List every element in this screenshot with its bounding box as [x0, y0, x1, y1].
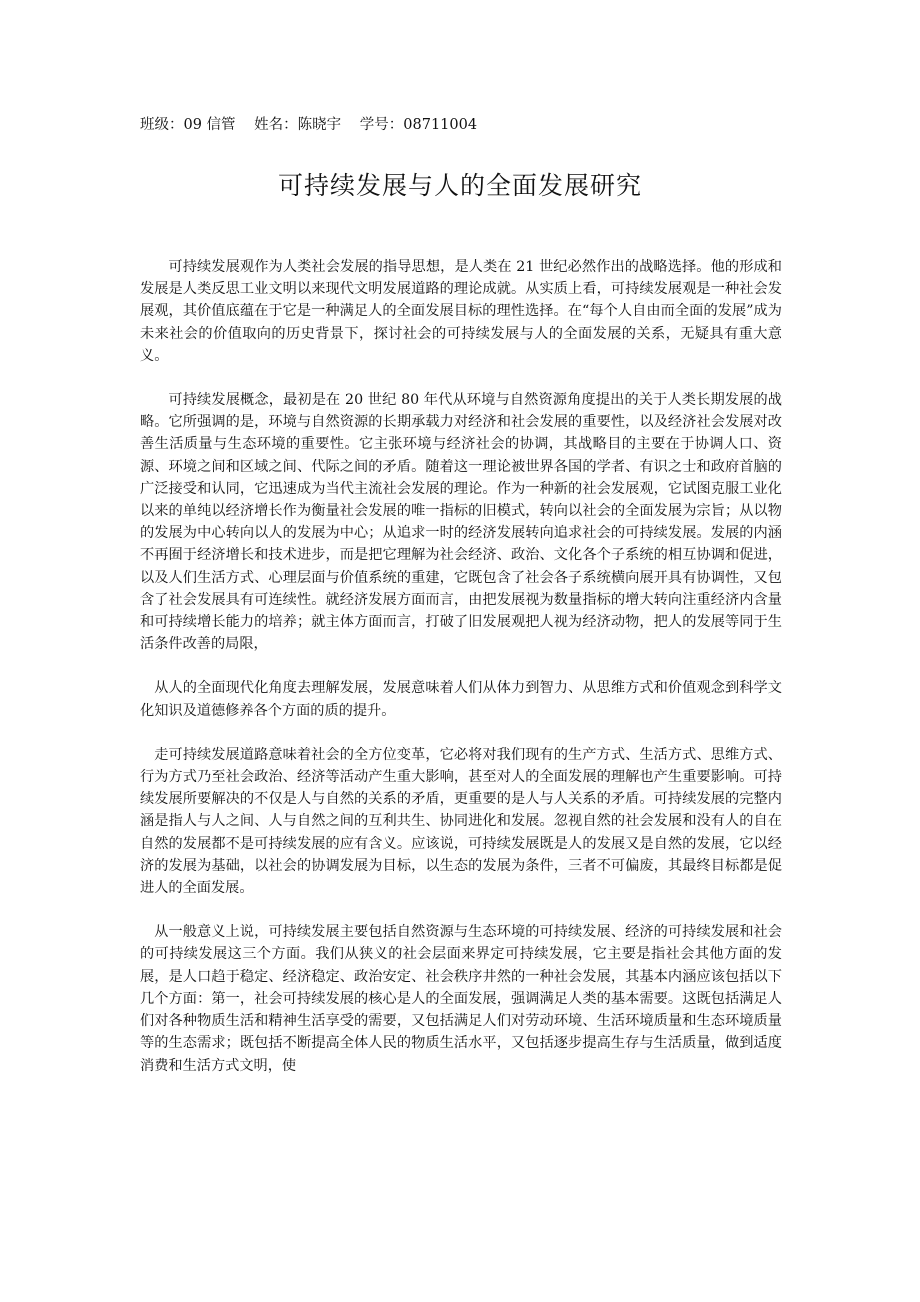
paragraph-3: 从人的全面现代化角度去理解发展，发展意味着人们从体力到智力、从思维方式和价值观念到科学文化知识及道德修养各个方面的质的提升。 [140, 680, 782, 719]
name-label: 姓名：陈晓宇 [254, 117, 342, 133]
paragraph-2: 可持续发展概念，最初是在 20 世纪 80 年代从环境与自然资源角度提出的关于人类长期发展的战略。它所强调的是，环境与自然资源的长期承载力对经济和社会发展的重要性，以及经济社会发展对改善生活质量与生态环境的重要性。它主张环境与经济社会的协调，其战略目的主要在于协调人口、资源、环境之间和区域之间、代际之间的矛盾。随着这一理论被世界各国的学者、有识之士和政府首脑的广泛接受和认同，它迅速成为当代主流社会发展的理论。作为一种新的社会发展观，它试图克服工业化以来的单纯以经济增长作为衡量社会发展的唯一指标的旧模式，转向以社会的全面发展为宗旨；从以物的发展为中心转向以人的发展为中心；从追求一时的经济发展转向追求社会的可持续发展。发展的内涵不再囿于经济增长和技术进步，而是把它理解为社会经济、政治、文化各个子系统的相互协调和促进，以及人们生活方式、心理层面与价值系统的重建，它既包含了社会各子系统横向展开具有协调性，又包含了社会发展具有可连续性。就经济发展方面而言，由把发展视为数量指标的增大转向注重经济内含量和可持续增长能力的培养；就主体方面而言，打破了旧发展观把人视为经济动物，把人的发展等同于生活条件改善的局限， [140, 392, 782, 653]
paragraph-4: 走可持续发展道路意味着社会的全方位变革，它必将对我们现有的生产方式、生活方式、思维方式、行为方式乃至社会政治、经济等活动产生重大影响，甚至对人的全面发展的理解也产生重要影响。可持续发展所要解决的不仅是人与自然的关系的矛盾，更重要的是人与人关系的矛盾。可持续发展的完整内涵是指人与人之间、人与自然之间的互利共生、协同进化和发展。忽视自然的社会发展和没有人的自在自然的发展都不是可持续发展的应有含义。应该说，可持续发展既是人的发展又是自然的发展，它以经济的发展为基础，以社会的协调发展为目标，以生态的发展为条件，三者不可偏废，其最终目标都是促进人的全面发展。 [140, 746, 782, 897]
document-title: 可持续发展与人的全面发展研究 [277, 171, 642, 200]
paragraph-1: 可持续发展观作为人类社会发展的指导思想，是人类在 21 世纪必然作出的战略选择。他的形成和发展是人类反思工业文明以来现代文明发展道路的理论成就。从实质上看，可持续发展观是一种社会发展观，其价值底蕴在于它是一种满足人的全面发展目标的理性选择。在“每个人自由而全面的发展”成为未来社会的价值取向的历史背景下，探讨社会的可持续发展与人的全面发展的关系，无疑具有重大意义。 [140, 259, 782, 364]
student-id-label: 学号：08711004 [359, 117, 478, 133]
student-info-line [140, 114, 491, 136]
class-label: 班级：09 信管 [140, 117, 236, 133]
document-body [140, 256, 782, 1099]
paragraph-5: 从一般意义上说，可持续发展主要包括自然资源与生态环境的可持续发展、经济的可持续发展和社会的可持续发展这三个方面。我们从狭义的社会层面来界定可持续发展，它主要是指社会其他方面的发展，是人口趋于稳定、经济稳定、政治安定、社会秩序井然的一种社会发展，其基本内涵应该包括以下几个方面：第一，社会可持续发展的核心是人的全面发展，强调满足人类的基本需要。这既包括满足人们对各种物质生活和精神生活享受的需要，又包括满足人们对劳动环境、生活环境质量和生态环境质量等的生态需求；既包括不断提高全体人民的物质生活水平，又包括逐步提高生存与生活质量，做到适度消费和生活方式文明，使 [140, 924, 782, 1074]
